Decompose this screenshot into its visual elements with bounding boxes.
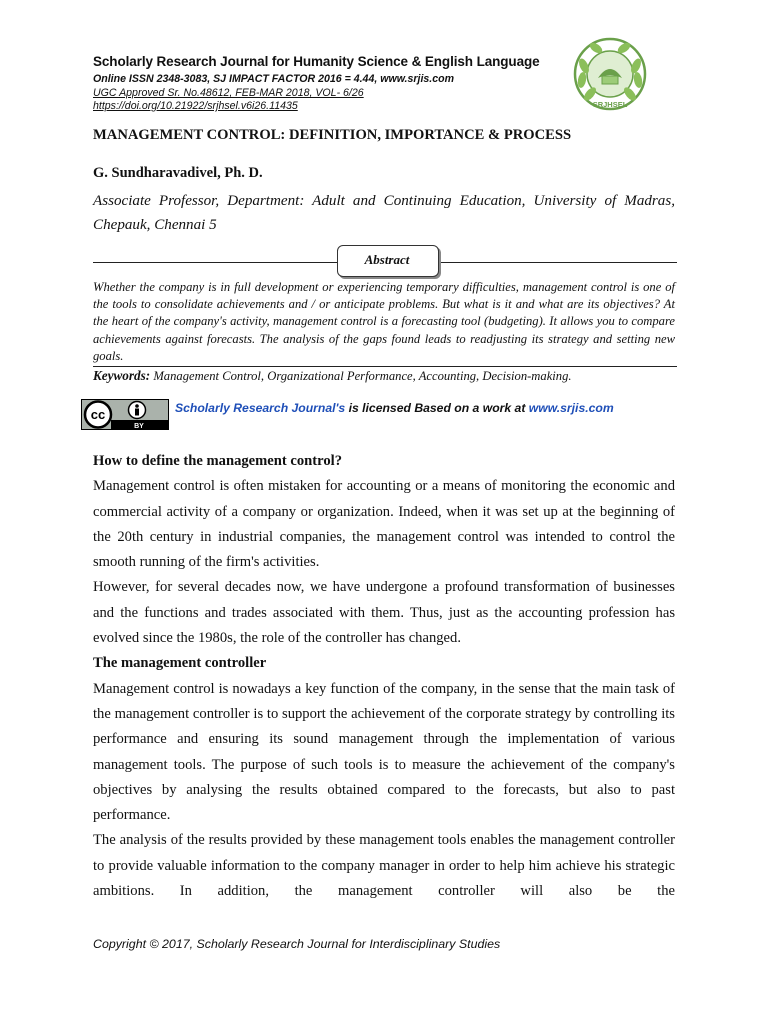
license-text: is licensed Based on a work at <box>345 401 529 415</box>
body-section <box>93 449 675 904</box>
paper-title: MANAGEMENT CONTROL: DEFINITION, IMPORTANCE & PROCESS <box>93 127 572 143</box>
body-paragraph-1: Management control is often mistaken for accounting or a means of monitoring the economic and commercial activity of a company or organization. Indeed, when it was set up at the beginning of the 20th century in industrial companies, the management control was intended to control the smooth running of the firm's activities. <box>93 478 675 571</box>
license-link[interactable]: www.srjis.com <box>528 401 614 415</box>
body-paragraph-4: The analysis of the results provided by these management tools enables the management controller to provide valuable information to the company manager in order to help him achieve his strategic ambitions. In addition, the management controller will also be the <box>93 832 675 900</box>
abstract-text: Whether the company is in full development or experiencing temporary difficulties, management control is one of the tools to consolidate achievements and / or anticipate problems. But what is it and what are its objectives? At the heart of the company's activity, management control is a forecasting tool (budgeting). It allows you to compare achievements against forecasts. The analysis of the gaps found leads to readjusting its strategy and setting new goals. <box>93 280 675 363</box>
keywords-line <box>93 368 675 384</box>
section-heading-controller: The management controller <box>93 655 267 672</box>
section-heading-define: How to define the management control? <box>93 453 343 469</box>
author-name: G. Sundharavadivel, Ph. D. <box>93 165 263 181</box>
keywords-text: Management Control, Organizational Performance, Accounting, Decision-making. <box>153 369 572 383</box>
logo-text: SRJHSEL <box>592 100 628 109</box>
issn-line: Online ISSN 2348-3083, SJ IMPACT FACTOR 2016 = 4.44, www.srjis.com <box>93 73 455 85</box>
abstract-rule-bottom <box>93 366 677 367</box>
cc-by-badge-icon[interactable] <box>81 399 169 430</box>
ugc-line: UGC Approved Sr. No.48612, FEB-MAR 2018, VOL- 6/26 <box>93 87 364 99</box>
by-text: BY <box>134 423 144 430</box>
body-paragraph-3: Management control is nowadays a key function of the company, in the sense that the main task of the management controller is to support the achievement of the corporate strategy by controlling its performance and ensuring its sound management through the implementation of various management tools. The purpose of such tools is to measure the achievement of the company's objectives by analysing the results obtained compared to the forecasts, but also to past performance. <box>93 680 675 824</box>
author-affiliation: Associate Professor, Department: Adult and Continuing Education, University of Madras, Chepauk, Chennai 5 <box>93 193 675 233</box>
body-paragraph-2: However, for several decades now, we have undergone a profound transformation of businesses and the functions and trades associated with them. Thus, just as the accounting profession has evolved since the 1980s, the role of the controller has changed. <box>93 579 675 647</box>
footer-copyright: Copyright © 2017, Scholarly Research Journal for Interdisciplinary Studies <box>93 937 501 951</box>
journal-title: Scholarly Research Journal for Humanity Science & English Language <box>93 54 540 69</box>
journal-logo <box>572 36 648 112</box>
license-statement <box>175 401 614 415</box>
doi-link[interactable]: https://doi.org/10.21922/srjhsel.v6i26.11435 <box>93 100 298 112</box>
keywords-label: Keywords: <box>93 368 151 383</box>
abstract-label: Abstract <box>364 252 410 267</box>
cc-text: cc <box>90 407 106 422</box>
license-journal-name: Scholarly Research Journal's <box>175 401 346 415</box>
